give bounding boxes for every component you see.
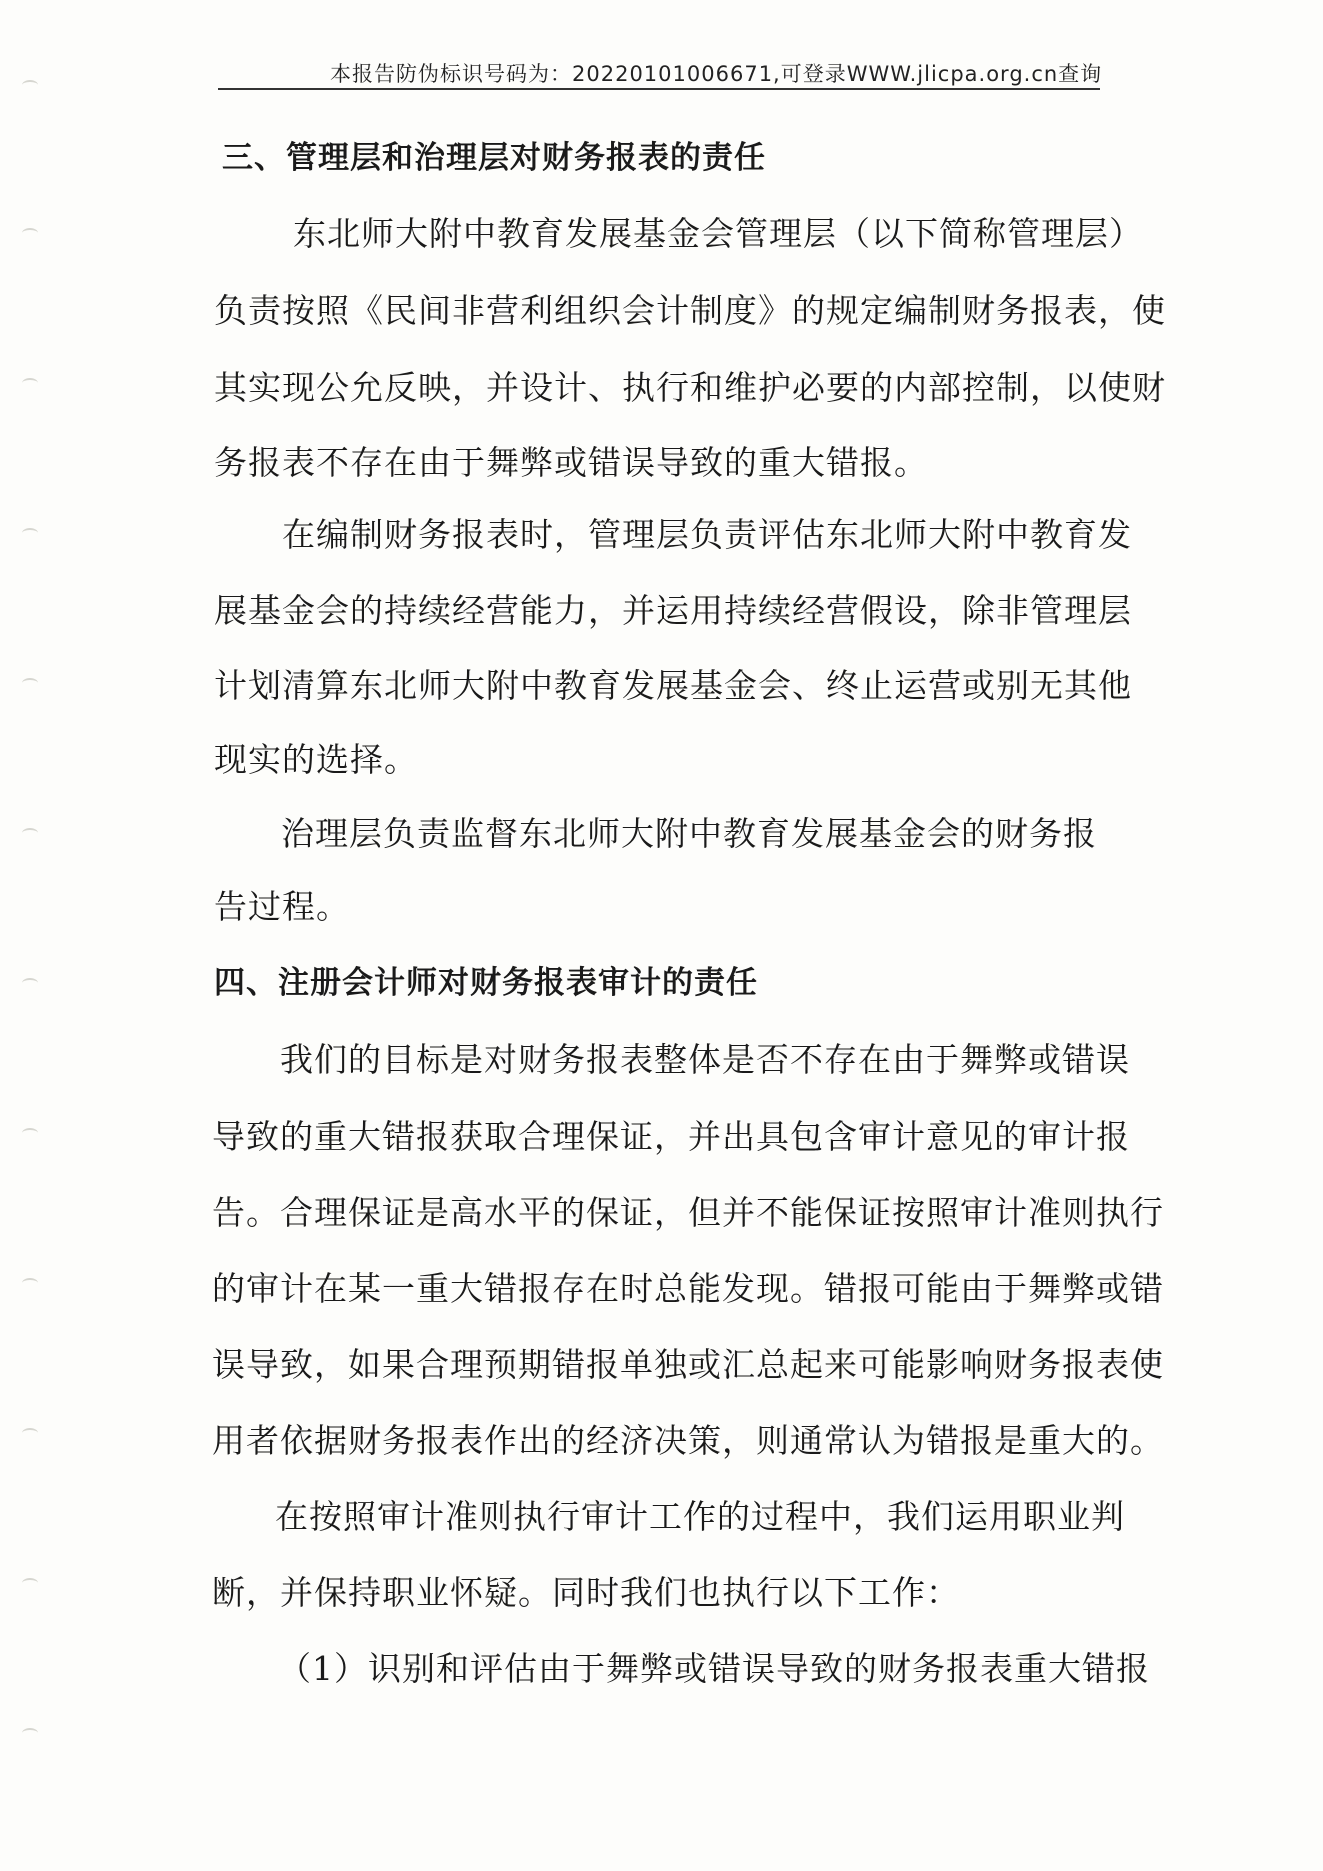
paragraph-line: 导致的重大错报获取合理保证，并出具包含审计意见的审计报 (212, 1117, 1130, 1156)
paragraph-line: 负责按照《民间非营利组织会计制度》的规定编制财务报表，使 (214, 291, 1166, 330)
section-heading: 四、注册会计师对财务报表审计的责任 (214, 965, 758, 1001)
section-heading: 三、管理层和治理层对财务报表的责任 (222, 140, 766, 176)
paragraph-line: 在编制财务报表时，管理层负责评估东北师大附中教育发 (282, 515, 1132, 554)
paragraph-line: 治理层负责监督东北师大附中教育发展基金会的财务报 (281, 814, 1097, 853)
paragraph-line: （1）识别和评估由于舞弊或错误导致的财务报表重大错报 (278, 1649, 1150, 1688)
paragraph-line: 计划清算东北师大附中教育发展基金会、终止运营或别无其他 (214, 666, 1132, 705)
paragraph-line: 其实现公允反映，并设计、执行和维护必要的内部控制，以使财 (214, 368, 1166, 407)
paragraph-line: 我们的目标是对财务报表整体是否不存在由于舞弊或错误 (280, 1040, 1130, 1079)
paragraph-line: 在按照审计准则执行审计工作的过程中，我们运用职业判 (275, 1497, 1125, 1536)
paragraph-line: 告。合理保证是高水平的保证，但并不能保证按照审计准则执行 (212, 1193, 1164, 1232)
paragraph-line: 展基金会的持续经营能力，并运用持续经营假设，除非管理层 (214, 591, 1132, 630)
paragraph-line: 告过程。 (214, 887, 350, 926)
paragraph-line: 误导致，如果合理预期错报单独或汇总起来可能影响财务报表使 (212, 1345, 1164, 1384)
paragraph-line: 用者依据财务报表作出的经济决策，则通常认为错报是重大的。 (212, 1421, 1164, 1460)
paragraph-line: 东北师大附中教育发展基金会管理层（以下简称管理层） (293, 214, 1143, 253)
anti-counterfeit-header: 本报告防伪标识号码为：20220101006671,可登录WWW.jlicpa.org.cn查询 (330, 62, 1103, 86)
paragraph-line: 断，并保持职业怀疑。同时我们也执行以下工作： (212, 1573, 960, 1612)
paragraph-line: 务报表不存在由于舞弊或错误导致的重大错报。 (214, 443, 928, 482)
paragraph-line: 现实的选择。 (214, 740, 418, 779)
paragraph-line: 的审计在某一重大错报存在时总能发现。错报可能由于舞弊或错 (212, 1269, 1164, 1308)
